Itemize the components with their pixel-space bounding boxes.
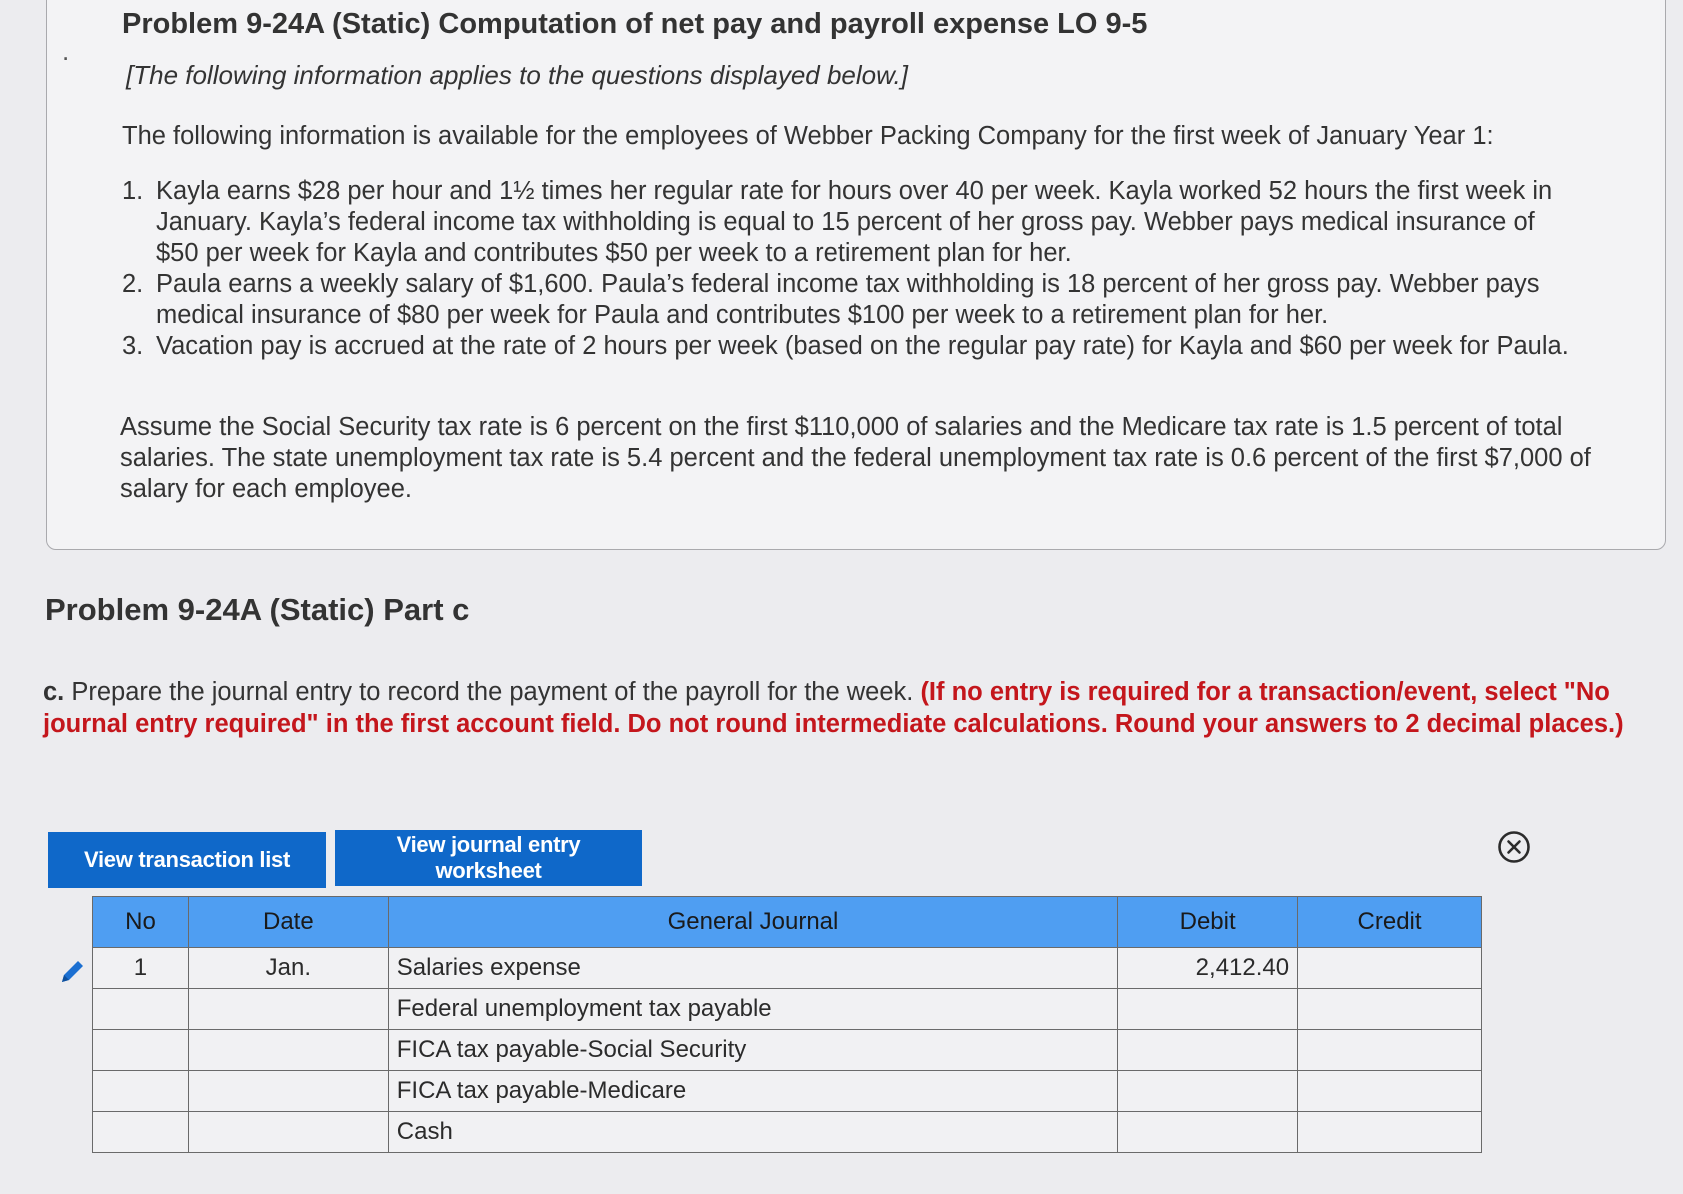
- header-debit: Debit: [1118, 897, 1298, 948]
- list-item: [122, 176, 1582, 269]
- list-item-text: Kayla earns $28 per hour and 1½ times her regular rate for hours over 40 per week. Kayla worked 52 hours the first week in January. Kayla’s federal income tax withholding is equal to 15 percent of her gross pay. Webber pays medical insurance of $50 per week for Kayla and contributes $50 per week to a retirement plan for her.: [156, 177, 1553, 267]
- part-instruction: [43, 676, 1663, 740]
- table-row: [93, 1112, 1482, 1153]
- problem-title: Problem 9-24A (Static) Computation of net pay and payroll expense LO 9-5: [122, 8, 1148, 40]
- table-header-row: [93, 897, 1482, 948]
- pencil-icon[interactable]: [58, 958, 86, 986]
- credit-cell[interactable]: [1298, 1030, 1482, 1071]
- instruction-note: (If no entry is required for a transaction/event, select "No journal entry required" in the first account field. Do not round intermediate calculations. Round your answers to 2 decimal places.): [43, 678, 1624, 738]
- header-general-journal: General Journal: [388, 897, 1117, 948]
- entry-number-cell: 1: [93, 948, 189, 989]
- entry-number-cell: [93, 1112, 189, 1153]
- entry-number-cell: [93, 989, 189, 1030]
- header-credit: Credit: [1298, 897, 1482, 948]
- general-journal-table: [92, 896, 1482, 1153]
- table-row: [93, 989, 1482, 1030]
- assumption-text: Assume the Social Security tax rate is 6 percent on the first $110,000 of salaries and the Medicare tax rate is 1.5 percent of total salaries. The state unemployment tax rate is 5.4 percent and the federal unemployment tax rate is 0.6 percent of the first $7,000 of salary for each employee.: [120, 413, 1591, 503]
- table-row: [93, 1030, 1482, 1071]
- header-date: Date: [188, 897, 388, 948]
- credit-cell[interactable]: [1298, 948, 1482, 989]
- header-no: No: [93, 897, 189, 948]
- debit-cell[interactable]: [1118, 1030, 1298, 1071]
- credit-cell[interactable]: [1298, 1112, 1482, 1153]
- credit-cell[interactable]: [1298, 1071, 1482, 1112]
- list-item-text: Vacation pay is accrued at the rate of 2 hours per week (based on the regular pay rate) for Kayla and $60 per week for Paula.: [156, 332, 1569, 360]
- list-item-number: 3.: [122, 332, 144, 360]
- view-journal-entry-worksheet-button[interactable]: View journal entry worksheet: [335, 830, 642, 886]
- debit-cell[interactable]: 2,412.40: [1118, 948, 1298, 989]
- list-item-number: 2.: [122, 270, 144, 298]
- instruction-text: Prepare the journal entry to record the payment of the payroll for the week.: [71, 678, 914, 706]
- employee-info-list: [122, 176, 1582, 362]
- account-cell[interactable]: Cash: [388, 1112, 1117, 1153]
- table-row: [93, 1071, 1482, 1112]
- list-item-number: 1.: [122, 177, 144, 205]
- credit-cell[interactable]: [1298, 989, 1482, 1030]
- info-note: [The following information applies to the questions displayed below.]: [126, 60, 908, 90]
- part-title: Problem 9-24A (Static) Part c: [45, 592, 470, 627]
- account-cell[interactable]: Federal unemployment tax payable: [388, 989, 1117, 1030]
- instruction-label: c.: [43, 678, 65, 706]
- view-transaction-list-button[interactable]: View transaction list: [48, 832, 326, 888]
- date-cell[interactable]: [188, 1112, 388, 1153]
- table-row: [93, 948, 1482, 989]
- date-cell[interactable]: [188, 1071, 388, 1112]
- list-bullet: .: [62, 36, 70, 66]
- intro-text: The following information is available for the employees of Webber Packing Company for the first week of January Year 1:: [122, 122, 1494, 150]
- account-cell[interactable]: FICA tax payable-Social Security: [388, 1030, 1117, 1071]
- date-cell[interactable]: [188, 989, 388, 1030]
- account-cell[interactable]: Salaries expense: [388, 948, 1117, 989]
- close-circle-icon[interactable]: [1497, 830, 1531, 864]
- date-cell[interactable]: Jan.: [188, 948, 388, 989]
- date-cell[interactable]: [188, 1030, 388, 1071]
- entry-number-cell: [93, 1030, 189, 1071]
- debit-cell[interactable]: [1118, 1071, 1298, 1112]
- list-item: [122, 269, 1582, 331]
- debit-cell[interactable]: [1118, 1112, 1298, 1153]
- list-item-text: Paula earns a weekly salary of $1,600. Paula’s federal income tax withholding is 18 percent of her gross pay. Webber pays medical insurance of $80 per week for Paula and contributes $100 per week to a retirement plan for her.: [156, 270, 1540, 329]
- account-cell[interactable]: FICA tax payable-Medicare: [388, 1071, 1117, 1112]
- debit-cell[interactable]: [1118, 989, 1298, 1030]
- list-item: [122, 331, 1582, 362]
- entry-number-cell: [93, 1071, 189, 1112]
